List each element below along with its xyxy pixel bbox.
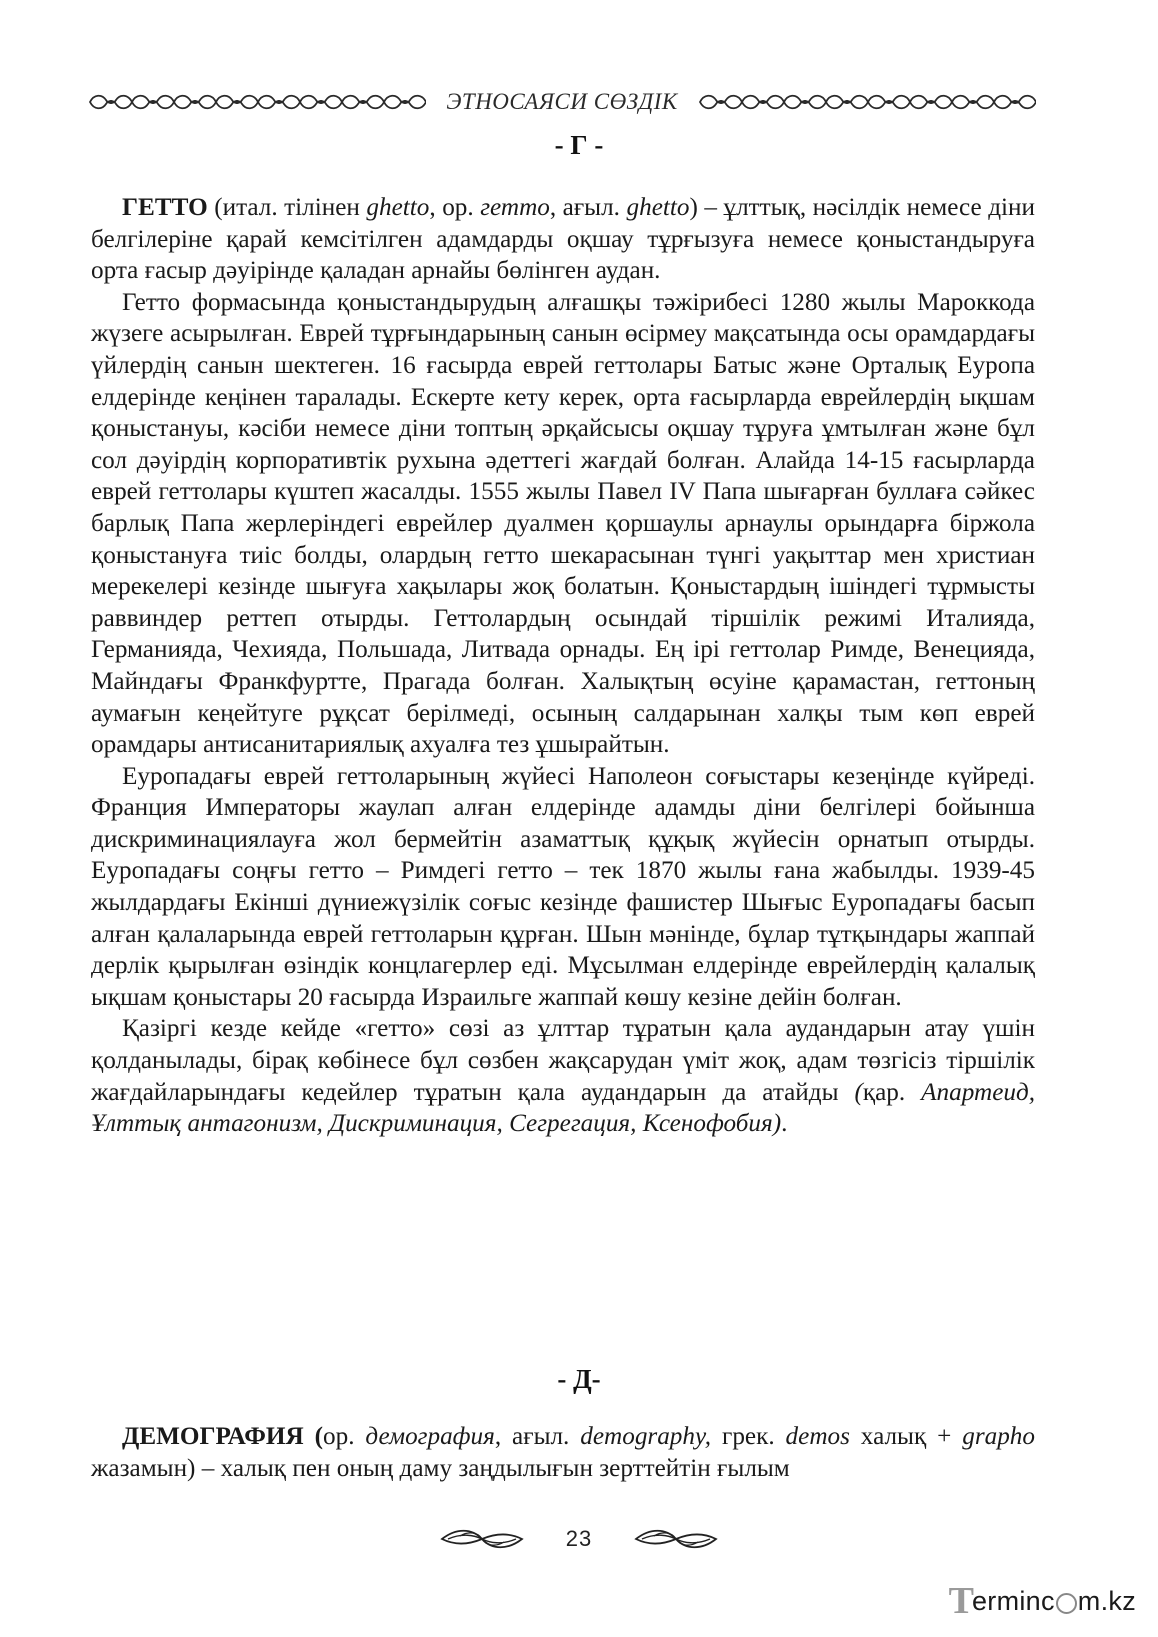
text-run: ор. <box>323 1423 366 1450</box>
text-run: халық + <box>849 1423 963 1450</box>
text-run: қар. <box>862 1078 922 1106</box>
header-title: ЭТНОСАЯСИ СӨЗДІК <box>446 89 678 114</box>
ornament-left-icon <box>88 91 426 113</box>
text-run: жазамын) – халық пен оның даму заңдылығын зерттейтін ғылым <box>91 1454 790 1482</box>
entry-ghetto <box>91 192 1035 1140</box>
entry-term: ГЕТТО <box>122 194 208 221</box>
running-header <box>88 86 1036 118</box>
section-letter-d: - Д- <box>557 1364 601 1394</box>
page-footer <box>0 1522 1158 1556</box>
entry-term: ДЕМОГРАФИЯ <box>122 1423 304 1450</box>
text-run: ) – ұлттық, нәсілдік немесе діни белгілеріне қарай кемсітілген адамдарды оқшау тұрғызуға немесе қоныстандыруға орта ғасыр дәуірінде қаладан арнайы бөлінген аудан. <box>91 194 1035 285</box>
italic-run: ( <box>854 1078 863 1106</box>
section-letter-g: - Г - <box>554 130 604 160</box>
cross-references: Апартеид, Ұлттық антагонизм, Дискриминация, Сегрегация, Ксенофобия) <box>91 1078 1036 1138</box>
watermark-text-end: m.kz <box>1077 1585 1136 1616</box>
italic-run: demos <box>785 1423 850 1450</box>
italic-run: demography, <box>580 1423 712 1450</box>
italic-run: ghetto <box>626 194 690 221</box>
text-run: (итал. тілінен <box>207 194 367 221</box>
entry-demography <box>91 1421 1035 1484</box>
page-number: 23 <box>565 1526 593 1551</box>
magnifier-icon <box>1056 1593 1077 1614</box>
ornament-right-icon <box>698 91 1036 113</box>
text-run: , ағыл. <box>549 194 627 221</box>
paragraph-see-also <box>91 1013 1035 1139</box>
text-run: грек. <box>711 1423 786 1450</box>
watermark-logo-letter: T <box>948 1580 974 1622</box>
italic-run: grapho <box>962 1423 1035 1450</box>
paragraph: Еуропадағы еврей геттоларының жүйесі Наполеон соғыстары кезеңінде күйреді. Франция Императоры жаулап алған елдерінде адамды діни белгілері бойынша дискриминациялауға жол бермейтін азаматтық құқық жүйесін орнатып отырды. Еуропадағы соңғы гетто – Римдегі гетто – тек 1870 жылы ғана жабылды. 1939-45 жылдардағы Екінші дүниежүзілік соғыс кезінде фашистер Шығыс Еуропадағы басып алған қалаларында еврей геттоларын құрған. Шын мәнінде, бұлар тұтқындары жаппай дерлік қырылған өзіндік концлагерлер еді. Мұсылман елдерінде еврейлердің қалалық ықшам қоныстары 20 ғасырда Израильге жаппай көшу кезіне дейін болған. <box>91 762 1035 1011</box>
flourish-left-icon <box>438 1526 526 1552</box>
flourish-right-icon <box>632 1526 720 1552</box>
italic-run: гетто <box>480 194 550 221</box>
text-run: , ор. <box>429 194 481 221</box>
entry-ghetto-definition <box>91 192 1035 287</box>
text-run: , ағыл. <box>494 1423 581 1450</box>
text-run: ( <box>303 1423 323 1450</box>
watermark-text-start: erminc <box>971 1585 1055 1616</box>
italic-run: демография <box>365 1423 495 1450</box>
text-run: Қазіргі кезде кейде «гетто» сөзі аз ұлттар тұратын қала аудандарын атау үшін қолданылады, бірақ көбінесе бұл сөзбен жақсарудан үміт жоқ, адам төзгісіз тіршілік жағдайларындағы кедейлер тұратын қала аудандарын да атайды <box>91 1015 1035 1106</box>
text-run: . <box>781 1110 788 1138</box>
site-watermark <box>949 1581 1136 1621</box>
paragraph: Гетто формасында қоныстандырудың алғашқы тәжірибесі 1280 жылы Мароккода жүзеге асырылған. Еврей тұрғындарының санын өсірмеу мақсатында осы орамдардағы үйлердің санын шектеген. 16 ғасырда еврей геттолары Батыс және Орталық Еуропа елдерінде кеңінен таралады. Ескерте кету керек, орта ғасырларда еврейлердің ықшам қоныстануы, кәсіби немесе діни топтың әрқайсысы оқшау тұруға ұмтылған және бұл сол дәуірдің корпоративтік рухына әдеттегі жағдай болған. Алайда 14-15 ғасырларда еврей геттолары күштеп жасалды. 1555 жылы Павел IV Папа шығарған буллаға сәйкес барлық Папа жерлеріндегі еврейлер дуалмен қоршаулы арнаулы орындарға біржола қоныстануға тиіс болды, олардың гетто шекарасынан түнгі уақыттар мен христиан мерекелері кезінде шығуға хақылары жоқ болатын. Қоныстардың ішіндегі тұрмысты раввиндер реттеп отырды. Геттолардың осындай тіршілік режимі Италияда, Германияда, Чехияда, Польшада, Литвада орнады. Ең ірі геттолар Римде, Венецияда, Майндағы Франкфуртте, Прагада болған. Халықтың өсуіне қарамастан, геттоның аумағын кеңейтуге рұқсат берілмеді, осының салдарынан халқы тым көп еврей орамдары антисанитариялық ахуалға тез ұшырайтын. <box>91 288 1035 759</box>
italic-run: ghetto <box>366 194 430 221</box>
entry-demography-definition <box>91 1421 1035 1484</box>
